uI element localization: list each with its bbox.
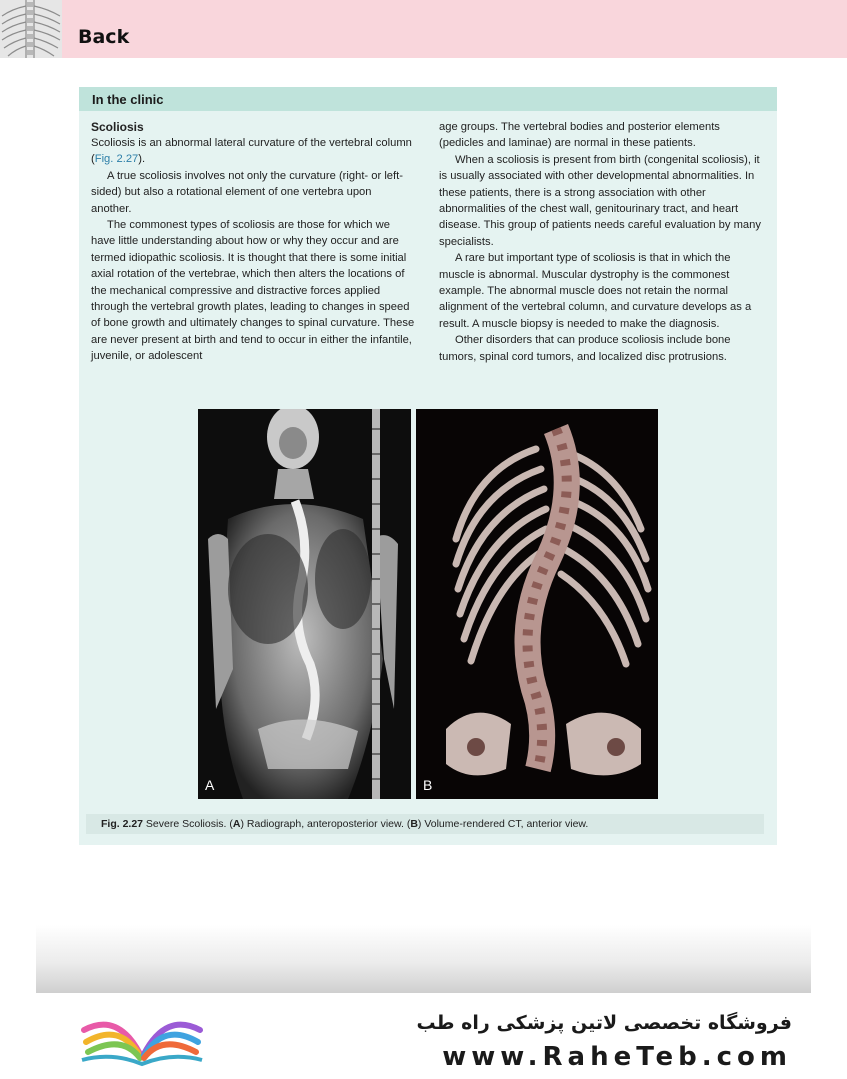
page-header (0, 0, 847, 58)
spine-thumbnail-image (0, 0, 62, 58)
panel-label-b: B (423, 777, 433, 793)
book-logo-icon (78, 1008, 206, 1072)
volume-rendered-ct-image (416, 409, 658, 799)
text-column-left (91, 119, 415, 365)
paragraph: The commonest types of scoliosis are those for which we have little understanding about how or why they occur and are termed idiopathic scoliosis. It is thought that there is some initial axial rotation of the vertebrae, which then alters the locations of the mechanical compressive and distractive forces applied through the vertebral growth plates, leading to changes in speed of bone growth and ultimately changes to spinal curvature. These are never present at birth and tend to occur in either the infantile, juvenile, or adolescent (91, 219, 415, 363)
clinic-box-label: In the clinic (92, 92, 164, 107)
panel-label-a: A (205, 777, 215, 793)
figure-reference-link[interactable]: Fig. 2.27 (94, 153, 139, 166)
section-title: Back (78, 26, 130, 48)
figure-caption (86, 814, 764, 834)
paragraph: Scoliosis is an abnormal lateral curvature of the vertebral column (Fig. 2.27). (91, 137, 412, 166)
paragraph: A true scoliosis involves not only the curvature (right- or left-sided) but also a rotational element of one vertebra upon another. (91, 169, 403, 215)
figure-caption-text: Fig. 2.27 Severe Scoliosis. (A) Radiograph, anteroposterior view. (B) Volume-rendered CT, anterior view. (101, 818, 589, 830)
paragraph: A rare but important type of scoliosis is that in which the muscle is abnormal. Muscular dystrophy is the commonest example. The abnormal muscle does not retain the normal alignment of the vertebral column, and curvature develops as a result. A muscle biopsy is needed to make the diagnosis. (439, 252, 752, 330)
shop-url-link[interactable]: www.RaheTeb.com (442, 1042, 792, 1072)
footer-shadow (36, 925, 811, 993)
paragraph: age groups. The vertebral bodies and posterior elements (pedicles and laminae) are normal in these patients. (439, 121, 720, 150)
subheading: Scoliosis (91, 120, 144, 134)
paragraph: When a scoliosis is present from birth (congenital scoliosis), it is usually associated with other developmental abnormalities. In these patients, there is a strong association with other abnormalities of the chest wall, genitourinary tract, and heart disease. This group of patients needs careful evaluation by many specialists. (439, 153, 761, 248)
clinic-box-header (79, 87, 777, 111)
shop-name: فروشگاه تخصصی لاتین پزشکی راه طب (416, 1012, 792, 1034)
radiograph-image (198, 409, 411, 799)
paragraph: Other disorders that can produce scoliosis include bone tumors, spinal cord tumors, and localized disc protrusions. (439, 334, 731, 363)
text-column-right (439, 119, 763, 365)
figure-label: Fig. 2.27 (101, 818, 144, 830)
